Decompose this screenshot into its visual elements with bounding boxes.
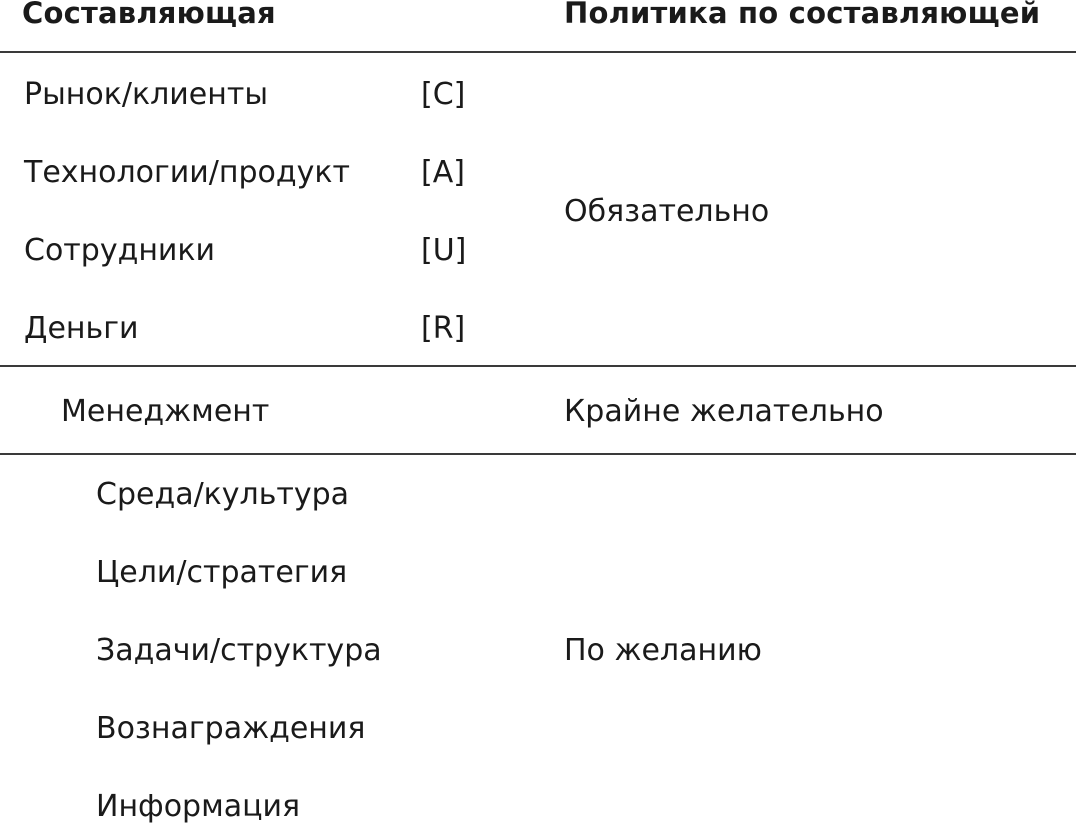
component-money: Деньги (24, 311, 139, 346)
component-code-r: [R] (421, 311, 466, 346)
component-code-u: [U] (421, 233, 467, 268)
component-code-c: [C] (421, 77, 466, 112)
policy-optional: По желанию (564, 633, 762, 668)
component-management: Менеджмент (61, 394, 270, 429)
component-market-clients: Рынок/клиенты (24, 77, 268, 112)
group-divider-2 (0, 453, 1076, 455)
header-divider (0, 51, 1076, 53)
policy-highly-desirable: Крайне желательно (564, 394, 884, 429)
component-information: Информация (96, 789, 301, 824)
component-tasks-structure: Задачи/структура (96, 633, 382, 668)
component-technology-product: Технологии/продукт (24, 155, 351, 190)
component-environment-culture: Среда/культура (96, 477, 350, 512)
column-header-policy: Политика по составляющей (564, 0, 1041, 30)
table-header (0, 0, 1076, 52)
component-rewards: Вознаграждения (96, 711, 366, 746)
group-divider-1 (0, 365, 1076, 367)
component-goals-strategy: Цели/стратегия (96, 555, 348, 590)
column-header-component: Составляющая (22, 0, 276, 30)
component-employees: Сотрудники (24, 233, 216, 268)
policy-mandatory: Обязательно (564, 194, 770, 229)
component-code-a: [A] (421, 155, 465, 190)
